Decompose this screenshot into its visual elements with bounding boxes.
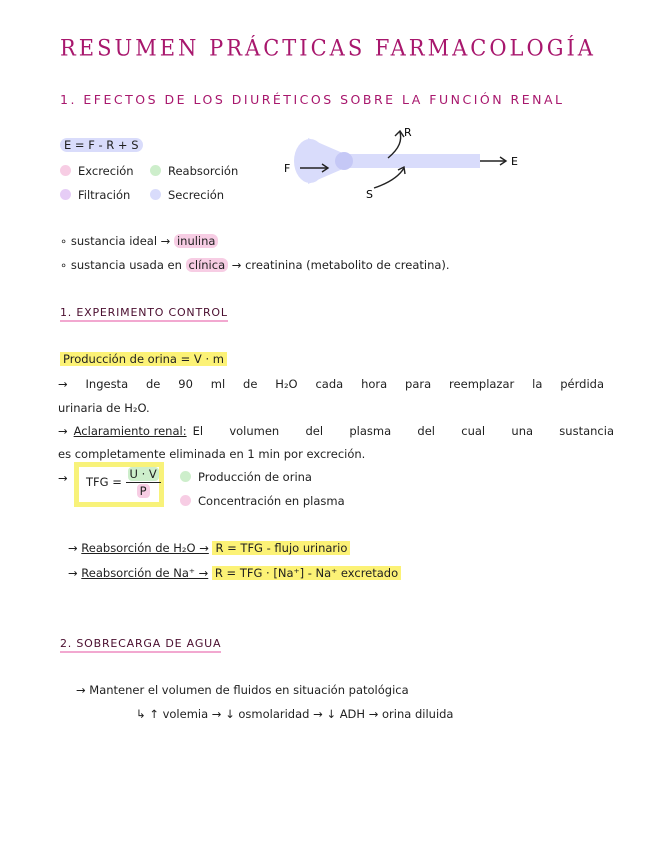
ingesta-line-cont: urinaria de H₂O. xyxy=(58,401,150,415)
reabsorcion-agua: → Reabsorción de H₂O → R = TFG - flujo urinario xyxy=(68,541,350,555)
renal-formula xyxy=(60,138,143,152)
capsule-shape xyxy=(335,152,353,170)
tfg-label: TFG = xyxy=(86,475,122,489)
green-dot-icon xyxy=(180,471,191,482)
bullet-sustancia-clinica: ∘ sustancia usada en clínica → creatinina (metabolito de creatina). xyxy=(60,258,450,272)
aclaramiento-label: Aclaramiento renal: xyxy=(73,424,187,438)
produccion-orina: Producción de orina = V · m xyxy=(60,352,227,366)
ingesta-line: → Ingesta de 90 ml de H₂O cada hora para reemplazar la pérdida xyxy=(58,377,604,391)
blue-dot-icon xyxy=(150,189,161,200)
experimento-heading: 1. EXPERIMENTO CONTROL xyxy=(60,306,228,322)
bullet-dot-icon: ∘ xyxy=(60,234,71,248)
reabsorcion-sodio: → Reabsorción de Na⁺ → R = TFG · [Na⁺] - Na⁺ excretado xyxy=(68,566,401,580)
sobrecarga-line1: → Mantener el volumen de fluidos en situación patológica xyxy=(76,683,409,697)
page-title: RESUMEN PRÁCTICAS FARMACOLOGÍA xyxy=(60,35,596,61)
label-e: E xyxy=(511,155,518,168)
legend-filtracion: Filtración xyxy=(60,188,130,202)
label-s: S xyxy=(366,188,373,201)
bullet-dot-icon: ∘ xyxy=(60,258,71,272)
nephron-diagram xyxy=(270,122,530,202)
aclaramiento-line-cont: es completamente eliminada en 1 min por excreción. xyxy=(58,447,366,461)
tfg-numerator: U · V xyxy=(126,466,161,483)
pink-dot-icon xyxy=(60,165,71,176)
bullet-sustancia-ideal: ∘ sustancia ideal → inulina xyxy=(60,234,218,248)
glomerulus-shape xyxy=(294,139,326,183)
tubule-shape xyxy=(308,138,480,184)
tfg-arrow: → xyxy=(58,471,68,485)
legend-reabsorcion: Reabsorción xyxy=(150,164,238,178)
section1-heading: 1. EFECTOS DE LOS DIURÉTICOS SOBRE LA FUNCIÓN RENAL xyxy=(60,92,565,107)
formula-text: E = F - R + S xyxy=(60,138,143,152)
tfg-formula xyxy=(86,466,161,499)
pink-dot-icon xyxy=(180,495,191,506)
legend-excrecion: Excreción xyxy=(60,164,134,178)
tfg-denominator: P xyxy=(126,483,161,499)
aclaramiento-line: → Aclaramiento renal: El volumen del plasma del cual una sustancia xyxy=(58,424,614,438)
lilac-dot-icon xyxy=(60,189,71,200)
arrow-s xyxy=(374,168,404,188)
sobrecarga-line2: ↳ ↑ volemia → ↓ osmolaridad → ↓ ADH → orina diluida xyxy=(136,707,454,721)
label-f: F xyxy=(284,162,291,175)
legend-concentracion: Concentración en plasma xyxy=(180,494,345,508)
legend-produccion-orina: Producción de orina xyxy=(180,470,312,484)
sobrecarga-heading: 2. SOBRECARGA DE AGUA xyxy=(60,637,221,653)
legend-secrecion: Secreción xyxy=(150,188,224,202)
label-r: R xyxy=(404,126,412,139)
tfg-fraction xyxy=(126,466,161,499)
green-dot-icon xyxy=(150,165,161,176)
